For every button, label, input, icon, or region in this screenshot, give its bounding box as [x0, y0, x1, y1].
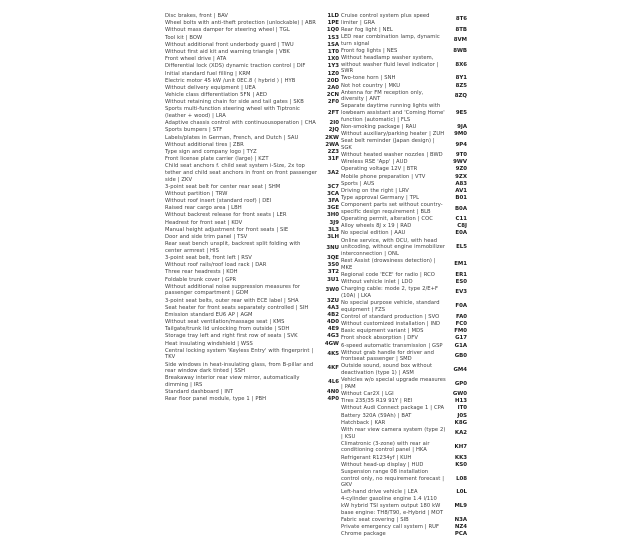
equipment-description: Without retaining chain for side and tail gates | SKB	[165, 99, 304, 106]
equipment-code: K8G	[454, 419, 467, 426]
equipment-row	[341, 489, 467, 496]
equipment-row	[165, 198, 339, 205]
equipment-row	[341, 230, 467, 237]
equipment-description: 3-point seat belt, front left | RSV	[165, 255, 252, 261]
equipment-code: G1A	[454, 342, 467, 349]
equipment-code: 2CN	[326, 92, 339, 99]
equipment-description: Standard dashboard | INT	[165, 389, 234, 396]
equipment-row	[165, 56, 339, 63]
equipment-description: Without grab handle for driver and frontseat passenger | SMD	[341, 349, 434, 363]
equipment-row	[341, 174, 467, 181]
equipment-code: 20D	[327, 77, 339, 84]
equipment-row	[341, 335, 467, 342]
equipment-row	[341, 138, 467, 151]
equipment-code: 8VM	[453, 37, 467, 44]
equipment-row	[165, 255, 339, 262]
equipment-row	[341, 469, 467, 489]
equipment-row	[165, 269, 339, 276]
equipment-description: 3-point seat belt for center rear seat | SHM	[165, 183, 281, 190]
equipment-row	[341, 420, 467, 427]
equipment-description: No special edition | AAU	[341, 230, 406, 237]
equipment-row	[341, 75, 467, 82]
equipment-code: 4E9	[327, 326, 339, 333]
equipment-row	[165, 375, 339, 388]
equipment-description: Online service, with OCU, with head unitcoding, without engine immobilizer interconnection | ONL	[341, 237, 446, 257]
equipment-code: 4D0	[327, 319, 339, 326]
equipment-row	[165, 389, 339, 396]
equipment-description: Left-hand drive vehicle | LEA	[341, 489, 418, 496]
equipment-code: 9P4	[455, 141, 467, 148]
equipment-row	[341, 34, 467, 47]
equipment-description: Manual height adjustment for front seats | SIE	[165, 226, 289, 233]
equipment-row	[165, 348, 339, 361]
equipment-code: A83	[455, 180, 467, 187]
equipment-row	[165, 78, 339, 85]
equipment-code: 3A2	[327, 169, 339, 176]
equipment-code: 31F	[327, 156, 339, 163]
equipment-description: Regional code 'ECE' for radio | RCO	[341, 271, 435, 278]
equipment-description: Without mass damper for steering wheel | TGL	[165, 27, 290, 34]
equipment-description: Type sign and company logo | TYZ	[165, 148, 257, 155]
equipment-description: Outside sound, sound box without deactivation (type 1) | ASM	[341, 363, 433, 377]
equipment-description: Wheel bolts with anti-theft protection (unlockable) | ABR	[165, 20, 316, 27]
equipment-code: 3C7	[327, 183, 339, 190]
equipment-description: Headrest for front seat | KOV	[165, 219, 243, 226]
equipment-description: 4-cylinder gasoline engine 1.4 l/110 kW hybrid TSI system output 180 kW base engine: TH8/T90, e-Hybrid | MOT	[341, 496, 444, 516]
equipment-row	[341, 398, 467, 405]
equipment-code: 1Z0	[327, 70, 339, 77]
equipment-row	[341, 427, 467, 440]
equipment-code: 4K5	[327, 351, 339, 358]
equipment-row	[165, 262, 339, 269]
equipment-description: Two-tone horn | SNH	[341, 75, 396, 82]
equipment-code: 3CA	[327, 190, 339, 197]
equipment-code: 1LD	[327, 13, 339, 19]
equipment-row	[165, 362, 339, 375]
equipment-row	[341, 258, 467, 271]
equipment-row	[341, 181, 467, 188]
equipment-row	[341, 55, 467, 75]
equipment-code: G17	[455, 335, 467, 342]
equipment-code: IT0	[457, 405, 467, 412]
equipment-code: H13	[454, 398, 467, 405]
equipment-code: 3S0	[327, 262, 339, 269]
equipment-code: 9Z0	[455, 166, 467, 173]
equipment-row	[165, 27, 339, 34]
equipment-description: Rest Assist (drowsiness detection) | MKE	[341, 258, 436, 271]
equipment-row	[165, 396, 339, 403]
equipment-row	[165, 241, 339, 254]
equipment-row	[341, 524, 467, 531]
equipment-row	[165, 99, 339, 106]
equipment-description: Without Car2X | LGI	[341, 391, 394, 398]
equipment-column-left	[165, 13, 339, 404]
equipment-code: 4L6	[328, 378, 339, 385]
equipment-description: Tailgate/trunk lid unlocking from outside | SDH	[165, 326, 290, 333]
equipment-code: 8T6	[455, 16, 467, 23]
equipment-description: Tool kit | BOW	[165, 34, 203, 41]
equipment-row	[165, 163, 339, 183]
equipment-description: Storage tray left and right first row of seats | SVK	[165, 333, 298, 340]
equipment-description: Heat insulating windshield | WSS	[165, 340, 253, 347]
equipment-row	[341, 13, 467, 26]
equipment-row	[341, 272, 467, 279]
equipment-code: 1S3	[327, 34, 339, 41]
equipment-code: J0S	[457, 412, 467, 419]
equipment-row	[341, 441, 467, 454]
equipment-code: 3L3	[328, 226, 339, 233]
equipment-row	[165, 333, 339, 340]
equipment-description: Without partition | TRW	[165, 190, 228, 197]
equipment-code: 4P0	[327, 396, 339, 403]
equipment-code: N3A	[454, 516, 467, 523]
equipment-column-right	[341, 13, 467, 538]
equipment-code: F0A	[455, 303, 467, 310]
equipment-code: 9JA	[457, 123, 467, 130]
equipment-code: AV1	[455, 187, 467, 194]
equipment-code: GW0	[452, 391, 467, 398]
equipment-code: 3GE	[327, 205, 339, 212]
equipment-description: Sports bumpers | STF	[165, 127, 223, 134]
equipment-row	[165, 63, 339, 70]
equipment-description: Without roof insert (standard roof) | DEI	[165, 198, 272, 205]
equipment-row	[341, 300, 467, 313]
equipment-code: GM4	[453, 366, 467, 373]
equipment-code: E0A	[455, 230, 467, 237]
equipment-code: 3NU	[326, 244, 339, 251]
equipment-description: Refrigerant R1234yf | KUH	[341, 454, 412, 461]
equipment-description: Central locking system 'Keyless Entry' with fingerprint | TKV	[165, 347, 314, 361]
equipment-row	[341, 238, 467, 258]
equipment-row	[341, 103, 467, 123]
equipment-description: Without auxiliary/parking heater | ZUH	[341, 131, 445, 138]
equipment-description: Without first aid kit and warning triangle | VBK	[165, 48, 290, 55]
equipment-code: KK3	[454, 454, 467, 461]
equipment-description: 3-point seat belts, outer rear with ECE label | SHA	[165, 297, 299, 304]
equipment-row	[165, 85, 339, 92]
equipment-description: Operating permit, alteration | COC	[341, 216, 433, 223]
equipment-code: 8Y1	[455, 75, 467, 82]
equipment-description: Without delivery equipment | UEA	[165, 84, 256, 91]
equipment-description: Rear seat bench unsplit, backrest split folding with center armrest | HIS	[165, 241, 301, 254]
equipment-description: Rear floor panel module, type 1 | PBH	[165, 396, 267, 403]
equipment-description: Without backrest release for front seats | LER	[165, 212, 287, 219]
equipment-code: ES0	[455, 279, 467, 285]
equipment-description: Without heated washer nozzles | BWD	[341, 152, 443, 158]
equipment-row	[341, 216, 467, 223]
equipment-code: 4B2	[327, 311, 339, 318]
equipment-description: Breakaway interior rear view mirror, automatically dimming | IRS	[165, 375, 300, 388]
equipment-description: Cruise control system plus speed limiter | GRA	[341, 13, 430, 26]
equipment-description: Three rear headrests | KOH	[165, 269, 238, 276]
equipment-description: Emission standard EU6 AP | AGM	[165, 311, 253, 318]
equipment-code: 4G3	[327, 333, 339, 340]
equipment-code: 2F0	[327, 99, 339, 106]
equipment-code: 9M0	[454, 131, 467, 138]
equipment-description: Disc brakes, front | BAV	[165, 13, 228, 19]
equipment-row	[341, 405, 467, 412]
equipment-description: Front fog lights | NES	[341, 47, 398, 54]
equipment-code: 4GW	[324, 340, 339, 347]
equipment-code: NZ4	[454, 524, 467, 531]
equipment-code: 3J9	[329, 219, 339, 226]
equipment-code: 2FT	[327, 109, 339, 116]
equipment-code: 9ZX	[455, 173, 467, 180]
equipment-description: Type approval Germany | TPL	[341, 195, 420, 202]
equipment-code: 2I0	[329, 120, 339, 127]
equipment-description: Without customized installation | IND	[341, 320, 441, 327]
equipment-row	[341, 531, 467, 538]
equipment-code: 1X0	[327, 56, 339, 63]
equipment-row	[165, 234, 339, 241]
equipment-code: 3W0	[325, 287, 339, 294]
equipment-description: Operating voltage 12V | BTR	[341, 166, 418, 173]
equipment-code: ER1	[455, 271, 467, 278]
equipment-code: L0L	[456, 489, 467, 496]
equipment-code: GP0	[454, 380, 467, 387]
equipment-description: Door and side trim panel | TSV	[165, 234, 248, 241]
equipment-row	[165, 71, 339, 78]
equipment-description: Labels/plates in German, French, and Dutch | SAU	[165, 134, 299, 141]
equipment-row	[341, 391, 467, 398]
equipment-row	[341, 496, 467, 516]
equipment-description: Front wheel drive | ATA	[165, 56, 227, 63]
equipment-row	[165, 184, 339, 191]
equipment-code: 8ZQ	[454, 92, 467, 99]
equipment-row	[341, 279, 467, 286]
equipment-row	[165, 149, 339, 156]
equipment-description: Seat belt reminder (Japan design) | SGK	[341, 138, 435, 151]
equipment-code: 9T0	[455, 152, 467, 158]
equipment-description: Tires 235/35 R19 91Y | REI	[341, 398, 413, 405]
equipment-code: 2A0	[327, 84, 339, 91]
equipment-code: C8J	[457, 223, 467, 230]
equipment-description: Vehicles w/o special upgrade measures | PAM	[341, 377, 446, 390]
equipment-row	[341, 455, 467, 462]
equipment-row	[341, 159, 467, 166]
equipment-code: 3T2	[327, 269, 339, 276]
equipment-code: C11	[455, 216, 467, 223]
equipment-row	[165, 277, 339, 284]
equipment-description: Basic equipment variant | MDS	[341, 328, 424, 335]
equipment-row	[341, 152, 467, 159]
equipment-code: 1T0	[327, 48, 339, 55]
equipment-description: Seat heater for front seats separately controlled | SIH	[165, 304, 309, 311]
equipment-code: 2JQ	[328, 127, 339, 134]
equipment-description: Without additional tires | ZBR	[165, 141, 244, 148]
equipment-row	[341, 350, 467, 363]
equipment-description: Sports multi-function steering wheel with Tiptronic (leather + wood) | LRA	[165, 106, 300, 120]
equipment-row	[165, 42, 339, 49]
equipment-code: 8WB	[453, 47, 467, 54]
equipment-row	[165, 212, 339, 219]
equipment-code: PCA	[454, 531, 467, 538]
equipment-code: B01	[455, 195, 467, 202]
equipment-code: 9E5	[455, 110, 467, 117]
equipment-row	[341, 377, 467, 390]
equipment-code: L08	[456, 475, 467, 482]
equipment-row	[165, 49, 339, 56]
equipment-code: EV3	[455, 289, 467, 296]
equipment-description: Private emergency call system | RUF	[341, 524, 440, 531]
equipment-code: KS0	[455, 461, 467, 468]
equipment-description: Child seat anchors f. child seat system i-Size, 2x top tether and child seat anchors in front on front passenger side | ZKV	[165, 163, 318, 183]
equipment-code: B0A	[454, 205, 467, 212]
equipment-description: Sports | AUS	[341, 180, 375, 187]
equipment-description: Without vehicle inlet | LDO	[341, 279, 413, 285]
equipment-description: Suspension range 08 installation control only, no requirement forecast | GKV	[341, 468, 444, 489]
equipment-description: Chrome package	[341, 531, 386, 538]
equipment-description: Separate daytime running lights with lowbeam assistant and 'Coming Home' function (automatic) | FLS	[341, 103, 445, 123]
equipment-row	[165, 205, 339, 212]
equipment-row	[341, 517, 467, 524]
equipment-row	[165, 135, 339, 142]
equipment-row	[341, 27, 467, 34]
equipment-row	[341, 328, 467, 335]
equipment-code: 8TB	[455, 26, 467, 33]
equipment-description: Antenna for FM reception only, diversity | ANT	[341, 89, 424, 103]
equipment-code: 1Y3	[327, 63, 339, 70]
equipment-description: Alloy wheels 8J x 19 | RAD	[341, 223, 412, 230]
equipment-code: 4KF	[327, 364, 339, 371]
equipment-row	[341, 124, 467, 131]
equipment-description: Hatchback | KAR	[341, 419, 386, 426]
equipment-description: Raised rear cargo area | LBH	[165, 205, 242, 212]
equipment-row	[165, 20, 339, 27]
equipment-code: 1SA	[327, 41, 339, 48]
equipment-row	[341, 462, 467, 469]
equipment-code: 4N0	[326, 389, 339, 396]
equipment-description: Rear fog light | NEL	[341, 26, 393, 33]
equipment-description: 6-speed automatic transmission | GSP	[341, 342, 443, 349]
equipment-row	[341, 321, 467, 328]
equipment-row	[165, 298, 339, 305]
equipment-description: Charging cable: mode 2, type 2/E+F (10A) | LKA	[341, 286, 438, 299]
equipment-code: EL5	[456, 244, 467, 251]
equipment-description: Initial standard fuel filling | KRM	[165, 70, 251, 77]
equipment-description: Without headlamp washer system, without washer fluid level indicator | SWR	[341, 54, 439, 75]
equipment-row	[165, 319, 339, 326]
equipment-code: 3U1	[327, 276, 339, 283]
equipment-row	[341, 286, 467, 299]
equipment-description: Without additional front underbody guard | TWU	[165, 41, 294, 48]
equipment-description: Vehicle class differentiation 5FN | AED	[165, 92, 268, 99]
equipment-code: 2WA	[325, 141, 339, 148]
equipment-row	[341, 223, 467, 230]
equipment-row	[165, 326, 339, 333]
equipment-row	[341, 363, 467, 376]
equipment-row	[165, 92, 339, 99]
equipment-description: Without seat ventilation/massage seat | KMS	[165, 319, 285, 326]
equipment-code: 8X6	[455, 61, 467, 68]
equipment-description: With rear view camera system (type 2) | KSU	[341, 426, 446, 440]
equipment-row	[341, 188, 467, 195]
equipment-description: Not hot country | MKU	[341, 82, 401, 89]
equipment-code: 3LH	[327, 234, 339, 241]
equipment-description: Fabric seat covering | SIB	[341, 516, 409, 523]
equipment-row	[165, 305, 339, 312]
equipment-row	[341, 314, 467, 321]
equipment-description: Wireless RSE 'App' | AUD	[341, 159, 408, 166]
equipment-code: 1PE	[327, 20, 339, 27]
equipment-description: Without additional noise suppression measures for passenger compartment | GDM	[165, 283, 301, 297]
equipment-code: 3QE	[326, 255, 339, 261]
equipment-row	[341, 195, 467, 202]
equipment-code: 8Z5	[455, 82, 467, 89]
equipment-code: 1Q0	[326, 27, 339, 34]
equipment-description: Side windows in heat-insulating glass, from B-pillar and rear window dark tinted | SSH	[165, 361, 314, 375]
equipment-code: 3FA	[328, 198, 339, 205]
equipment-code: GB0	[454, 352, 467, 359]
equipment-row	[165, 106, 339, 119]
equipment-description: Electric motor 45 kW /unit 0EC.8 ( hybrid ) | HYB	[165, 77, 296, 84]
equipment-code: FM0	[454, 328, 467, 335]
equipment-description: Battery 320A (59Ah) | BAT	[341, 412, 412, 419]
equipment-description: No special purpose vehicle, standard equipment | FZS	[341, 299, 440, 313]
equipment-row	[341, 413, 467, 420]
equipment-row	[165, 142, 339, 149]
equipment-code: 4A3	[327, 304, 339, 311]
equipment-code: ML9	[454, 503, 467, 510]
equipment-code: 3H0	[326, 212, 339, 219]
equipment-description: Without head-up display | HUD	[341, 461, 424, 468]
equipment-row	[341, 166, 467, 173]
equipment-row	[165, 284, 339, 297]
equipment-description: Mobile phone preparation | VTV	[341, 173, 426, 180]
equipment-description: Non-smoking package | RAU	[341, 123, 417, 130]
equipment-row	[341, 48, 467, 55]
equipment-code: KA2	[454, 430, 467, 437]
equipment-row	[341, 131, 467, 138]
equipment-description: Front shock absorption | DFV	[341, 335, 418, 342]
equipment-row	[165, 191, 339, 198]
equipment-description: Climatronic (3-zone) with rear air conditioning control panel | HKA	[341, 440, 430, 454]
equipment-description: LED rear combination lamp, dynamic turn signal	[341, 33, 440, 47]
equipment-description: Control of standard production | SVO	[341, 313, 440, 320]
equipment-code: 9WV	[453, 159, 467, 166]
equipment-row	[341, 343, 467, 350]
equipment-row	[165, 341, 339, 348]
equipment-description: Front license plate carrier (large) | KZT	[165, 156, 269, 163]
equipment-description: Without roof rails/roof load rack | DAR	[165, 262, 267, 269]
equipment-description: Differential lock (XDS) dynamic traction control | DIF	[165, 63, 306, 70]
equipment-row	[165, 156, 339, 163]
equipment-code: KH7	[454, 444, 467, 451]
equipment-row	[341, 83, 467, 90]
equipment-code: 2Z3	[327, 148, 339, 155]
equipment-row	[165, 312, 339, 319]
equipment-description: Without Audi Connect package 1 | CPA	[341, 405, 445, 412]
equipment-description: Driving on the right | LRV	[341, 187, 409, 194]
equipment-description: Adaptive chassis control with continuousoperation | CHA	[165, 120, 316, 127]
equipment-description: Component parts set without country-specific design requirement | BLB	[341, 202, 443, 215]
equipment-row	[165, 127, 339, 134]
equipment-row	[165, 220, 339, 227]
equipment-description: Foldable trunk cover | GPR	[165, 276, 237, 283]
equipment-row	[165, 120, 339, 127]
equipment-code: EM1	[454, 261, 467, 268]
equipment-code: FA0	[456, 313, 467, 320]
equipment-row	[165, 227, 339, 234]
equipment-code: 2KW	[325, 134, 339, 141]
equipment-row	[341, 202, 467, 215]
equipment-code: 3ZU	[326, 297, 339, 304]
equipment-row	[341, 90, 467, 103]
equipment-row	[165, 35, 339, 42]
equipment-row	[165, 13, 339, 20]
equipment-code: FC0	[455, 320, 467, 327]
